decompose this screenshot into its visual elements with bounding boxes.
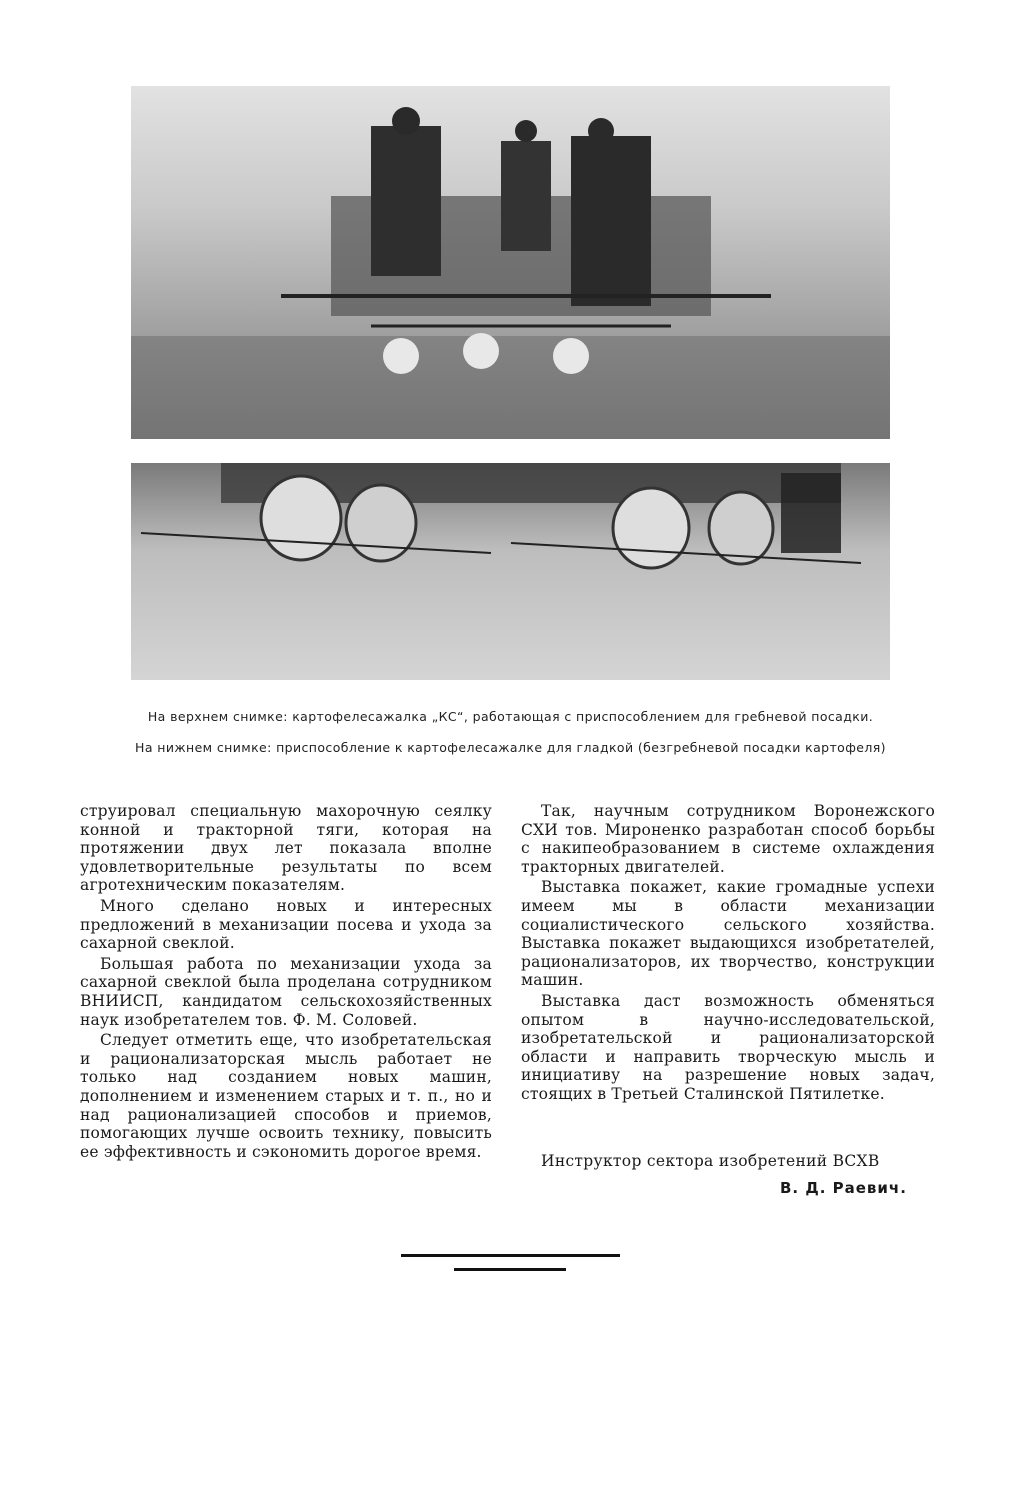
paragraph: Следует отметить еще, что изобретательская и рационализаторская мысль работает не только над созданием новых машин, дополнением и изменением старых и т. п., но и над рационализацией способов и приемов, помогающих лучше освоить технику, повысить ее эффективность и сэкономить дорогое время.: [80, 1031, 492, 1161]
signature-name: В. Д. Раевич.: [780, 1179, 907, 1197]
caption-bottom-photo: На нижнем снимке: приспособление к картофелесажалке для гладкой (безгребневой посадки картофеля): [135, 740, 886, 755]
caption-top-photo: На верхнем снимке: картофелесажалка „КС“, работающая с приспособлением для гребневой посадки.: [147, 709, 874, 724]
paragraph: Большая работа по механизации ухода за сахарной свеклой была проделана сотрудником ВНИИСП, кандидатом сельскохозяйственных наук изобретателем тов. Ф. М. Соловей.: [80, 954, 492, 1029]
paragraph: Так, научным сотрудником Воронежского СХИ тов. Мироненко разработан способ борьбы с накипеобразованием в системе охлаждения тракторных двигателей.: [521, 802, 935, 876]
article-column-right: [521, 802, 935, 1106]
divider-rule: [454, 1268, 566, 1271]
paragraph: Выставка покажет, какие громадные успехи имеем мы в области механизации социалистического сельского хозяйства. Выставка покажет выдающихся изобретателей, рационализаторов, их творчество, конструкции машин.: [521, 878, 935, 990]
paragraph: Много сделано новых и интересных предложений в механизации посева и ухода за сахарной свеклой.: [80, 896, 492, 953]
paragraph: струировал специальную махорочную сеялку конной и тракторной тяги, которая на протяжении двух лет показала вполне удовлетворительные результаты по всем агротехническим показателям.: [80, 802, 492, 895]
divider-rule: [401, 1254, 620, 1257]
photo-potato-planter-ridge: [131, 86, 890, 439]
paragraph: Выставка даст возможность обменяться опытом в научно-исследовательской, изобретательской и рационализаторской области и направить творческую мысль и инициативу на разрешение новых задач, стоящих в Третьей Сталинской Пятилетке.: [521, 991, 935, 1103]
photo-planter-attachment-flat: [131, 463, 890, 680]
signature-role: Инструктор сектора изобретений ВСХВ: [541, 1152, 880, 1170]
article-column-left: [80, 802, 492, 1163]
